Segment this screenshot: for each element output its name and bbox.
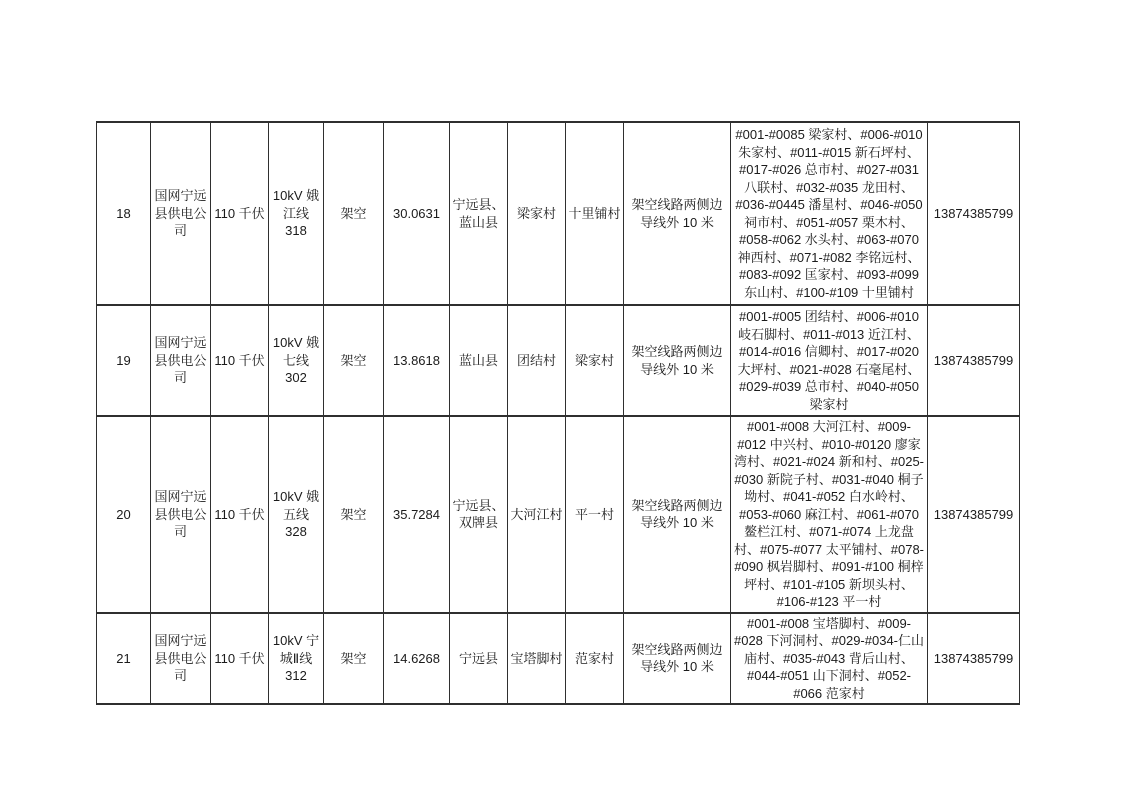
cell-line-name: 10kV 娥七线 302 [269,305,324,416]
cell-sections: #001-#008 宝塔脚村、#009-#028 下河洞村、#029-#034-仁山庙村、#035-#043 背后山村、#044-#051 山下洞村、#052-#066 范家村 [731,613,928,705]
power-line-table [96,121,1020,705]
cell-start-point: 大河江村 [508,416,566,613]
cell-protection-range: 架空线路两侧边导线外 10 米 [624,613,731,705]
cell-company: 国网宁远县供电公司 [151,613,211,705]
cell-phone: 13874385799 [928,416,1020,613]
cell-row-number: 18 [97,122,151,305]
cell-voltage: 110 千伏 [211,416,269,613]
cell-protection-range: 架空线路两侧边导线外 10 米 [624,122,731,305]
cell-phone: 13874385799 [928,122,1020,305]
cell-region: 宁远县、蓝山县 [450,122,508,305]
table-row [97,122,1020,305]
cell-voltage: 110 千伏 [211,613,269,705]
cell-voltage: 110 千伏 [211,305,269,416]
cell-start-point: 团结村 [508,305,566,416]
cell-phone: 13874385799 [928,613,1020,705]
table-row [97,305,1020,416]
table-row [97,613,1020,705]
cell-end-point: 范家村 [566,613,624,705]
cell-line-type: 架空 [324,613,384,705]
cell-length: 14.6268 [384,613,450,705]
cell-sections: #001-#008 大河江村、#009-#012 中兴村、#010-#0120 廖家湾村、#021-#024 新和村、#025-#030 新院子村、#031-#040 桐子坳村、#041-#052 白水岭村、#053-#060 麻江村、#061-#070 鳌栏江村、#071-#074 上龙盘村、#075-#077 太平铺村、#078-#090 枫岩脚村、#091-#100 桐梓坪村、#101-#105 新坝头村、#106-#123 平一村 [731,416,928,613]
cell-voltage: 110 千伏 [211,122,269,305]
cell-end-point: 平一村 [566,416,624,613]
cell-row-number: 20 [97,416,151,613]
table-row [97,416,1020,613]
cell-company: 国网宁远县供电公司 [151,416,211,613]
cell-region: 宁远县 [450,613,508,705]
cell-row-number: 21 [97,613,151,705]
cell-phone: 13874385799 [928,305,1020,416]
cell-length: 30.0631 [384,122,450,305]
cell-line-name: 10kV 娥五线 328 [269,416,324,613]
cell-region: 蓝山县 [450,305,508,416]
cell-sections: #001-#005 团结村、#006-#010 岐石脚村、#011-#013 近江村、#014-#016 信卿村、#017-#020 大坪村、#021-#028 石毫尾村、#029-#039 总市村、#040-#050 梁家村 [731,305,928,416]
cell-protection-range: 架空线路两侧边导线外 10 米 [624,305,731,416]
cell-line-type: 架空 [324,416,384,613]
cell-line-name: 10kV 娥江线 318 [269,122,324,305]
cell-company: 国网宁远县供电公司 [151,122,211,305]
cell-start-point: 梁家村 [508,122,566,305]
cell-length: 13.8618 [384,305,450,416]
cell-end-point: 梁家村 [566,305,624,416]
cell-length: 35.7284 [384,416,450,613]
cell-end-point: 十里铺村 [566,122,624,305]
cell-protection-range: 架空线路两侧边导线外 10 米 [624,416,731,613]
cell-line-name: 10kV 宁城Ⅱ线 312 [269,613,324,705]
cell-line-type: 架空 [324,122,384,305]
cell-sections: #001-#0085 梁家村、#006-#010 朱家村、#011-#015 新石坪村、#017-#026 总市村、#027-#031 八联村、#032-#035 龙田村、#036-#0445 潘星村、#046-#050 祠市村、#051-#057 栗木村、#058-#062 水头村、#063-#070 神西村、#071-#082 李铭远村、#083-#092 匡家村、#093-#099 东山村、#100-#109 十里铺村 [731,122,928,305]
cell-company: 国网宁远县供电公司 [151,305,211,416]
cell-region: 宁远县、双牌县 [450,416,508,613]
cell-line-type: 架空 [324,305,384,416]
cell-row-number: 19 [97,305,151,416]
cell-start-point: 宝塔脚村 [508,613,566,705]
